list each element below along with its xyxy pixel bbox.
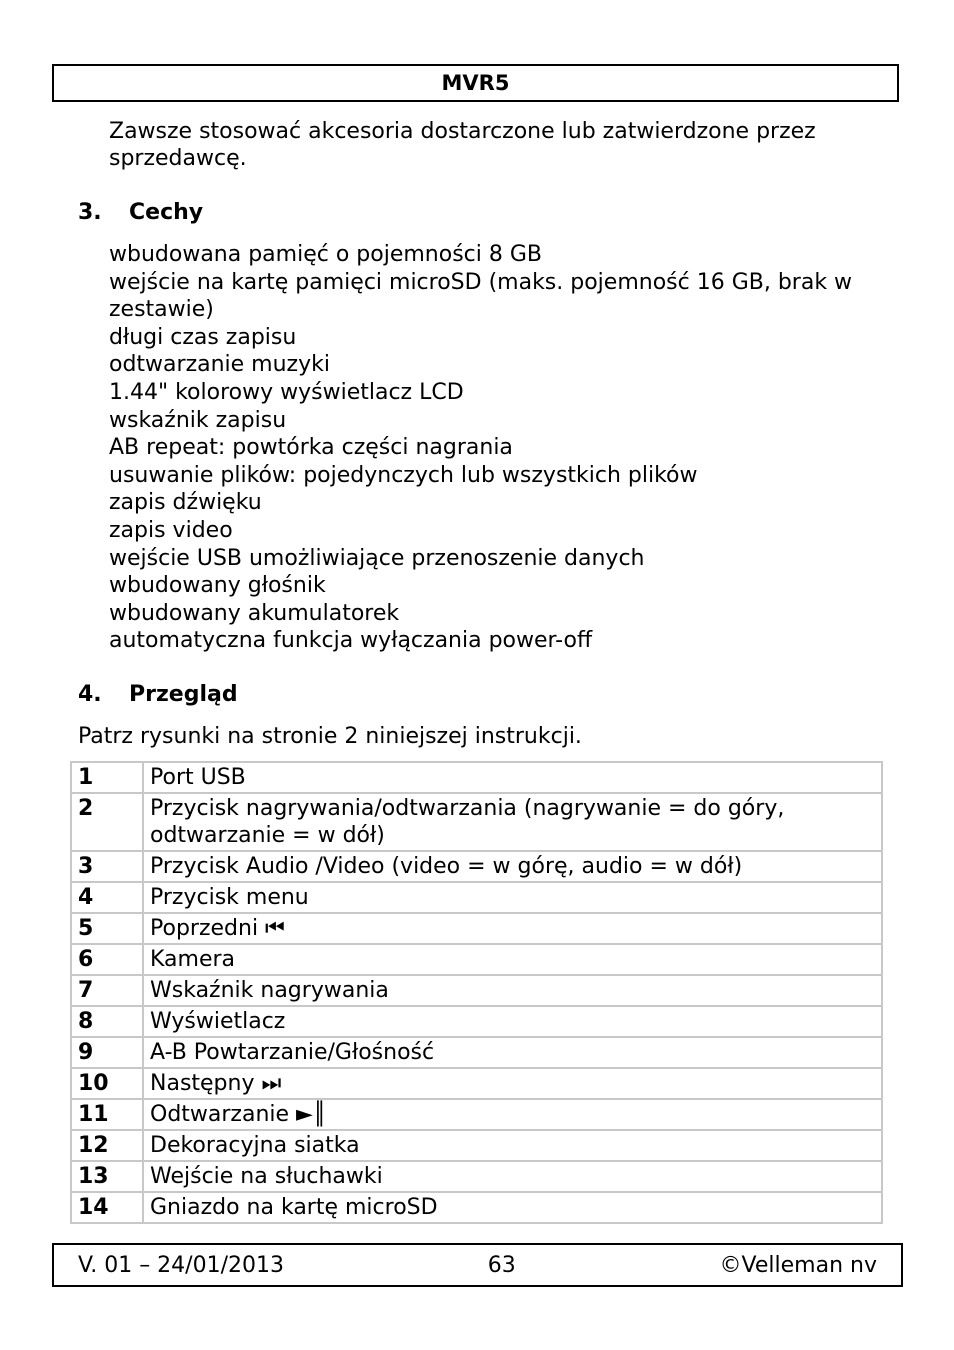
feature-item: wbudowany akumulatorek (109, 600, 400, 626)
part-number: 9 (71, 1037, 143, 1068)
table-row (71, 882, 882, 913)
part-label: Gniazdo na kartę microSD (143, 1192, 882, 1223)
part-number: 10 (71, 1068, 143, 1099)
part-label: Wskaźnik nagrywania (143, 975, 882, 1006)
feature-item: zapis dźwięku (109, 490, 262, 516)
section-title: Cechy (129, 200, 204, 225)
table-row (71, 762, 882, 793)
part-label: Dekoracyjna siatka (143, 1130, 882, 1161)
table-row (71, 944, 882, 975)
table-row (71, 1161, 882, 1192)
feature-item: odtwarzanie muzyki (109, 352, 330, 378)
footer-copyright: ©Velleman nv (719, 1252, 877, 1278)
part-number: 4 (71, 882, 143, 913)
footer-version: V. 01 – 24/01/2013 (78, 1252, 284, 1278)
feature-item: usuwanie plików: pojedynczych lub wszystkich plików (109, 462, 698, 488)
part-label: Wejście na słuchawki (143, 1161, 882, 1192)
part-number: 6 (71, 944, 143, 975)
part-number: 13 (71, 1161, 143, 1192)
page-header (52, 64, 899, 102)
feature-item: wejście USB umożliwiające przenoszenie danych (109, 545, 645, 571)
part-number: 14 (71, 1192, 143, 1223)
part-number: 1 (71, 762, 143, 793)
part-label: Port USB (143, 762, 882, 793)
page-footer (52, 1243, 903, 1287)
part-label: Przycisk menu (143, 882, 882, 913)
feature-item: AB repeat: powtórka części nagrania (109, 435, 513, 461)
feature-item: wbudowany głośnik (109, 573, 326, 599)
table-row (71, 1099, 882, 1130)
section-title: Przegląd (129, 682, 238, 707)
feature-item: wskaźnik zapisu (109, 407, 287, 433)
feature-item: 1.44" kolorowy wyświetlacz LCD (109, 379, 464, 405)
table-row (71, 1006, 882, 1037)
part-label: Przycisk Audio /Video (video = w górę, audio = w dół) (143, 851, 882, 882)
document-title: MVR5 (441, 71, 510, 95)
part-number: 5 (71, 913, 143, 944)
part-label: Przycisk nagrywania/odtwarzania (nagrywanie = do góry, odtwarzanie = w dół) (143, 793, 882, 851)
part-label: Następny ⏭ (143, 1068, 882, 1099)
section-3-heading (78, 200, 203, 225)
feature-item: długi czas zapisu (109, 324, 297, 350)
section-number: 4. (78, 682, 102, 707)
table-row (71, 1068, 882, 1099)
feature-item: wejście na kartę pamięci microSD (maks. pojemność 16 GB, brak w zestawie) (109, 269, 853, 323)
part-label: Kamera (143, 944, 882, 975)
overview-text: Patrz rysunki na stronie 2 niniejszej instrukcji. (78, 724, 582, 749)
footer-page-number: 63 (487, 1252, 516, 1278)
part-label: Poprzedni ⏮ (143, 913, 882, 944)
feature-item: automatyczna funkcja wyłączania power-off (109, 628, 593, 654)
part-number: 12 (71, 1130, 143, 1161)
parts-table (70, 761, 883, 1224)
section-number: 3. (78, 200, 102, 225)
part-label: A-B Powtarzanie/Głośność (143, 1037, 882, 1068)
section-4-heading (78, 682, 238, 707)
part-number: 7 (71, 975, 143, 1006)
table-row (71, 1037, 882, 1068)
feature-item: wbudowana pamięć o pojemności 8 GB (109, 242, 542, 267)
table-row (71, 793, 882, 851)
intro-paragraph: Zawsze stosować akcesoria dostarczone lub zatwierdzone przez sprzedawcę. (109, 119, 816, 171)
table-row (71, 851, 882, 882)
part-number: 3 (71, 851, 143, 882)
part-label: Odtwarzanie ►║ (143, 1099, 882, 1130)
table-row (71, 913, 882, 944)
part-number: 11 (71, 1099, 143, 1130)
features-list (109, 241, 879, 655)
part-label: Wyświetlacz (143, 1006, 882, 1037)
table-row (71, 1192, 882, 1223)
feature-item: zapis video (109, 517, 233, 543)
table-row (71, 1130, 882, 1161)
part-number: 2 (71, 793, 143, 851)
table-row (71, 975, 882, 1006)
part-number: 8 (71, 1006, 143, 1037)
